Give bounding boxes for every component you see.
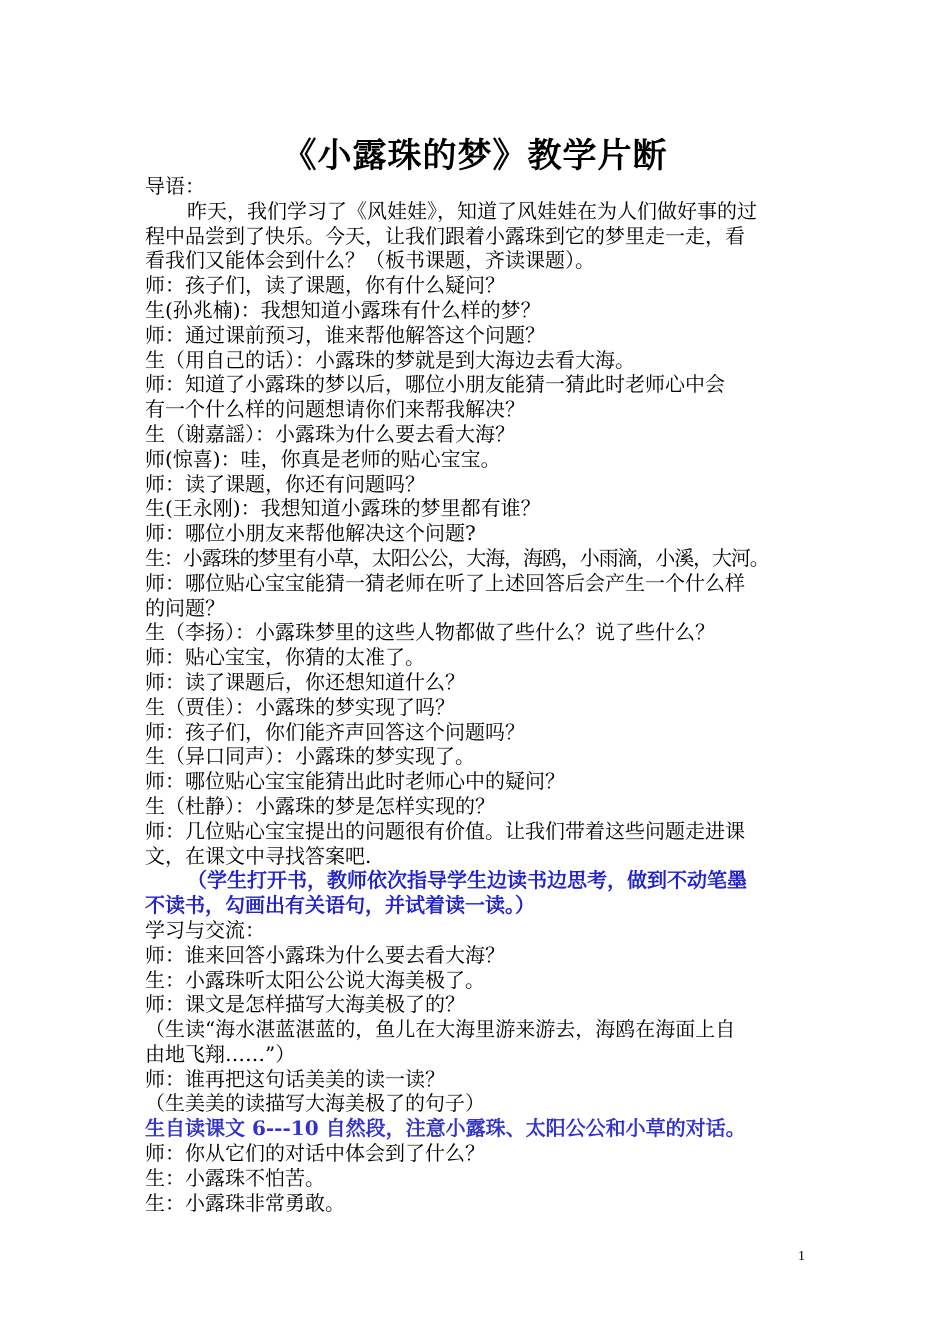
text-line: 导语： xyxy=(145,174,205,198)
text-line: （生美美的读描写大海美极了的句子） xyxy=(145,1091,485,1116)
text-line: （生读“海水湛蓝湛蓝的，鱼儿在大海里游来游去，海鸥在海面上自 xyxy=(145,1017,736,1042)
text-line: 生(孙兆楠)：我想知道小露珠有什么样的梦？ xyxy=(145,297,541,322)
text-line: 生：小露珠的梦里有小草，太阳公公，大海，海鸥，小雨滴，小溪，大河。 xyxy=(145,545,769,570)
text-line: 师：孩子们，读了课题，你有什么疑问？ xyxy=(145,273,505,298)
text-line: 生（异口同声）：小露珠的梦实现了。 xyxy=(145,744,475,769)
text-line: 生：小露珠非常勇敢。 xyxy=(145,1190,345,1215)
text-line: 师：哪位贴心宝宝能猜出此时老师心中的疑问？ xyxy=(145,769,565,794)
text-line: 昨天，我们学习了《风娃娃》，知道了风娃娃在为人们做好事的过 xyxy=(187,198,757,223)
text-line: 师：读了课题，你还有问题吗？ xyxy=(145,471,425,496)
text-line: 看我们又能体会到什么？（板书课题，齐读课题）。 xyxy=(145,248,595,273)
text-line: 师：孩子们，你们能齐声回答这个问题吗？ xyxy=(145,719,525,744)
instruction-line: （学生打开书，教师依次指导学生边读书边思考，做到不动笔墨 xyxy=(187,868,747,893)
text-line: 生：小露珠不怕苦。 xyxy=(145,1165,325,1190)
text-line: 师：谁再把这句话美美的读一读？ xyxy=(145,1066,445,1091)
page-title: 《小露珠的梦》教学片断 xyxy=(282,136,668,176)
text-line: 生（贾佳）：小露珠的梦实现了吗？ xyxy=(145,694,455,719)
document-body xyxy=(145,174,813,1215)
text-line: 生（用自己的话）：小露珠的梦就是到大海边去看大海。 xyxy=(145,347,635,372)
text-line: 生：小露珠听太阳公公说大海美极了。 xyxy=(145,967,485,992)
text-line: 的问题？ xyxy=(145,595,225,620)
text-line: 师：哪位小朋友来帮他解决这个问题? xyxy=(145,521,476,546)
instruction-line: 生自读课文 6---10 自然段，注意小露珠、太阳公公和小草的对话。 xyxy=(145,1116,746,1141)
text-line: 由地飞翔……”） xyxy=(145,1041,296,1066)
text-line: 生(王永刚)：我想知道小露珠的梦里都有谁？ xyxy=(145,496,541,521)
section-heading: 学习与交流： xyxy=(145,917,265,942)
instruction-line: 不读书，勾画出有关语句，并试着读一读。） xyxy=(145,893,535,918)
text-line: 师：哪位贴心宝宝能猜一猜老师在听了上述回答后会产生一个什么样 xyxy=(145,570,745,595)
text-line: 师(惊喜)：哇，你真是老师的贴心宝宝。 xyxy=(145,446,501,471)
text-line: 师：通过课前预习，谁来帮他解答这个问题？ xyxy=(145,322,545,347)
text-line: 师：读了课题后，你还想知道什么？ xyxy=(145,669,465,694)
page-number: 1 xyxy=(798,1249,805,1264)
text-line: 师：你从它们的对话中体会到了什么？ xyxy=(145,1141,485,1166)
text-line: 文，在课文中寻找答案吧. xyxy=(145,843,372,868)
text-line: 生（李扬）：小露珠梦里的这些人物都做了些什么？说了些什么？ xyxy=(145,620,715,645)
text-line: 生（谢嘉謡）：小露珠为什么要去看大海？ xyxy=(145,421,515,446)
text-line: 师：贴心宝宝，你猜的太准了。 xyxy=(145,645,425,670)
text-line: 师：几位贴心宝宝提出的问题很有价值。让我们带着这些问题走进课 xyxy=(145,818,745,843)
text-line: 师：知道了小露珠的梦以后，哪位小朋友能猜一猜此时老师心中会 xyxy=(145,372,725,397)
text-line: 程中品尝到了快乐。今天，让我们跟着小露珠到它的梦里走一走，看 xyxy=(145,223,745,248)
text-line: 师：课文是怎样描写大海美极了的？ xyxy=(145,992,465,1017)
text-line: 有一个什么样的问题想请你们来帮我解决？ xyxy=(145,397,525,422)
text-line: 师：谁来回答小露珠为什么要去看大海？ xyxy=(145,942,505,967)
text-line: 生（杜静）：小露珠的梦是怎样实现的？ xyxy=(145,793,495,818)
